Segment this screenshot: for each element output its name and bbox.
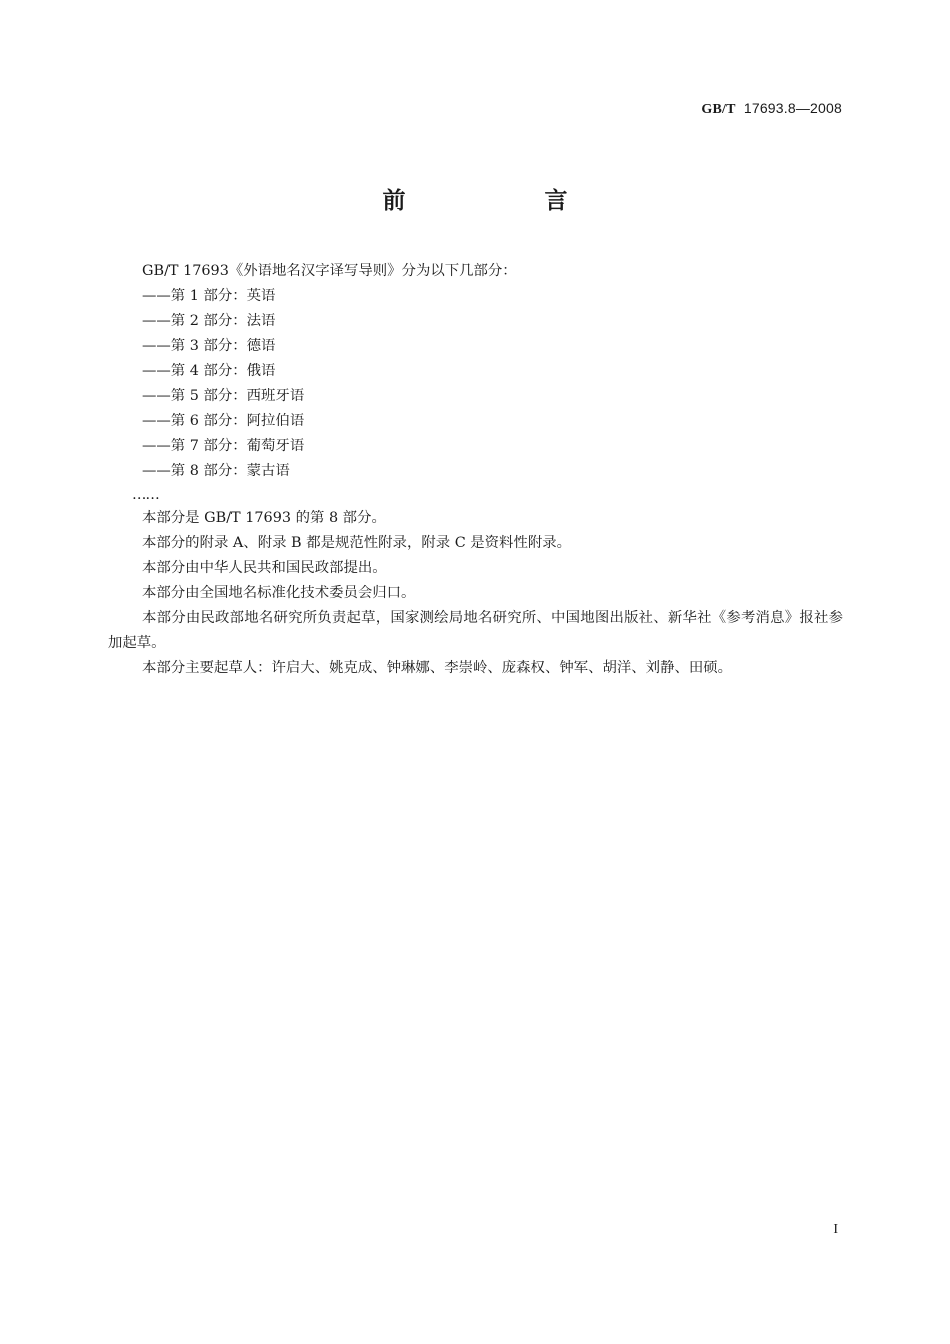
page-title: 前 言 [382,188,626,214]
part-list-item: ——第 2 部分：法语 [142,313,276,329]
body-paragraph: 本部分的附录 A、附录 B 都是规范性附录，附录 C 是资料性附录。 [142,535,572,551]
standard-code [701,100,842,118]
body-paragraph: 本部分由中华人民共和国民政部提出。 [142,560,387,576]
foreword-body [108,259,843,681]
body-paragraph: 本部分主要起草人：许启大、姚克成、钟琳娜、李崇岭、庞森权、钟军、胡洋、刘静、田硕。 [142,660,733,676]
standard-code-prefix: GB/T [701,102,736,117]
part-list-item: ——第 3 部分：德语 [142,338,276,354]
part-list-item: ——第 1 部分：英语 [142,288,276,304]
body-paragraph: 本部分由民政部地名研究所负责起草，国家测绘局地名研究所、中国地图出版社、新华社《参考消息》报社参加起草。 [108,610,843,651]
list-ellipsis: …… [132,487,159,503]
part-list-item: ——第 4 部分：俄语 [142,363,276,379]
intro-paragraph: GB/T 17693《外语地名汉字译写导则》分为以下几部分： [142,263,517,279]
part-list-item: ——第 7 部分：葡萄牙语 [142,438,305,454]
body-paragraph: 本部分是 GB/T 17693 的第 8 部分。 [142,510,386,526]
part-list-item: ——第 8 部分：蒙古语 [142,463,290,479]
body-paragraph: 本部分由全国地名标准化技术委员会归口。 [142,585,416,601]
standard-code-number: 17693.8—2008 [743,100,842,116]
page-number: I [833,1222,838,1237]
part-list-item: ——第 6 部分：阿拉伯语 [142,413,305,429]
part-list-item: ——第 5 部分：西班牙语 [142,388,305,404]
